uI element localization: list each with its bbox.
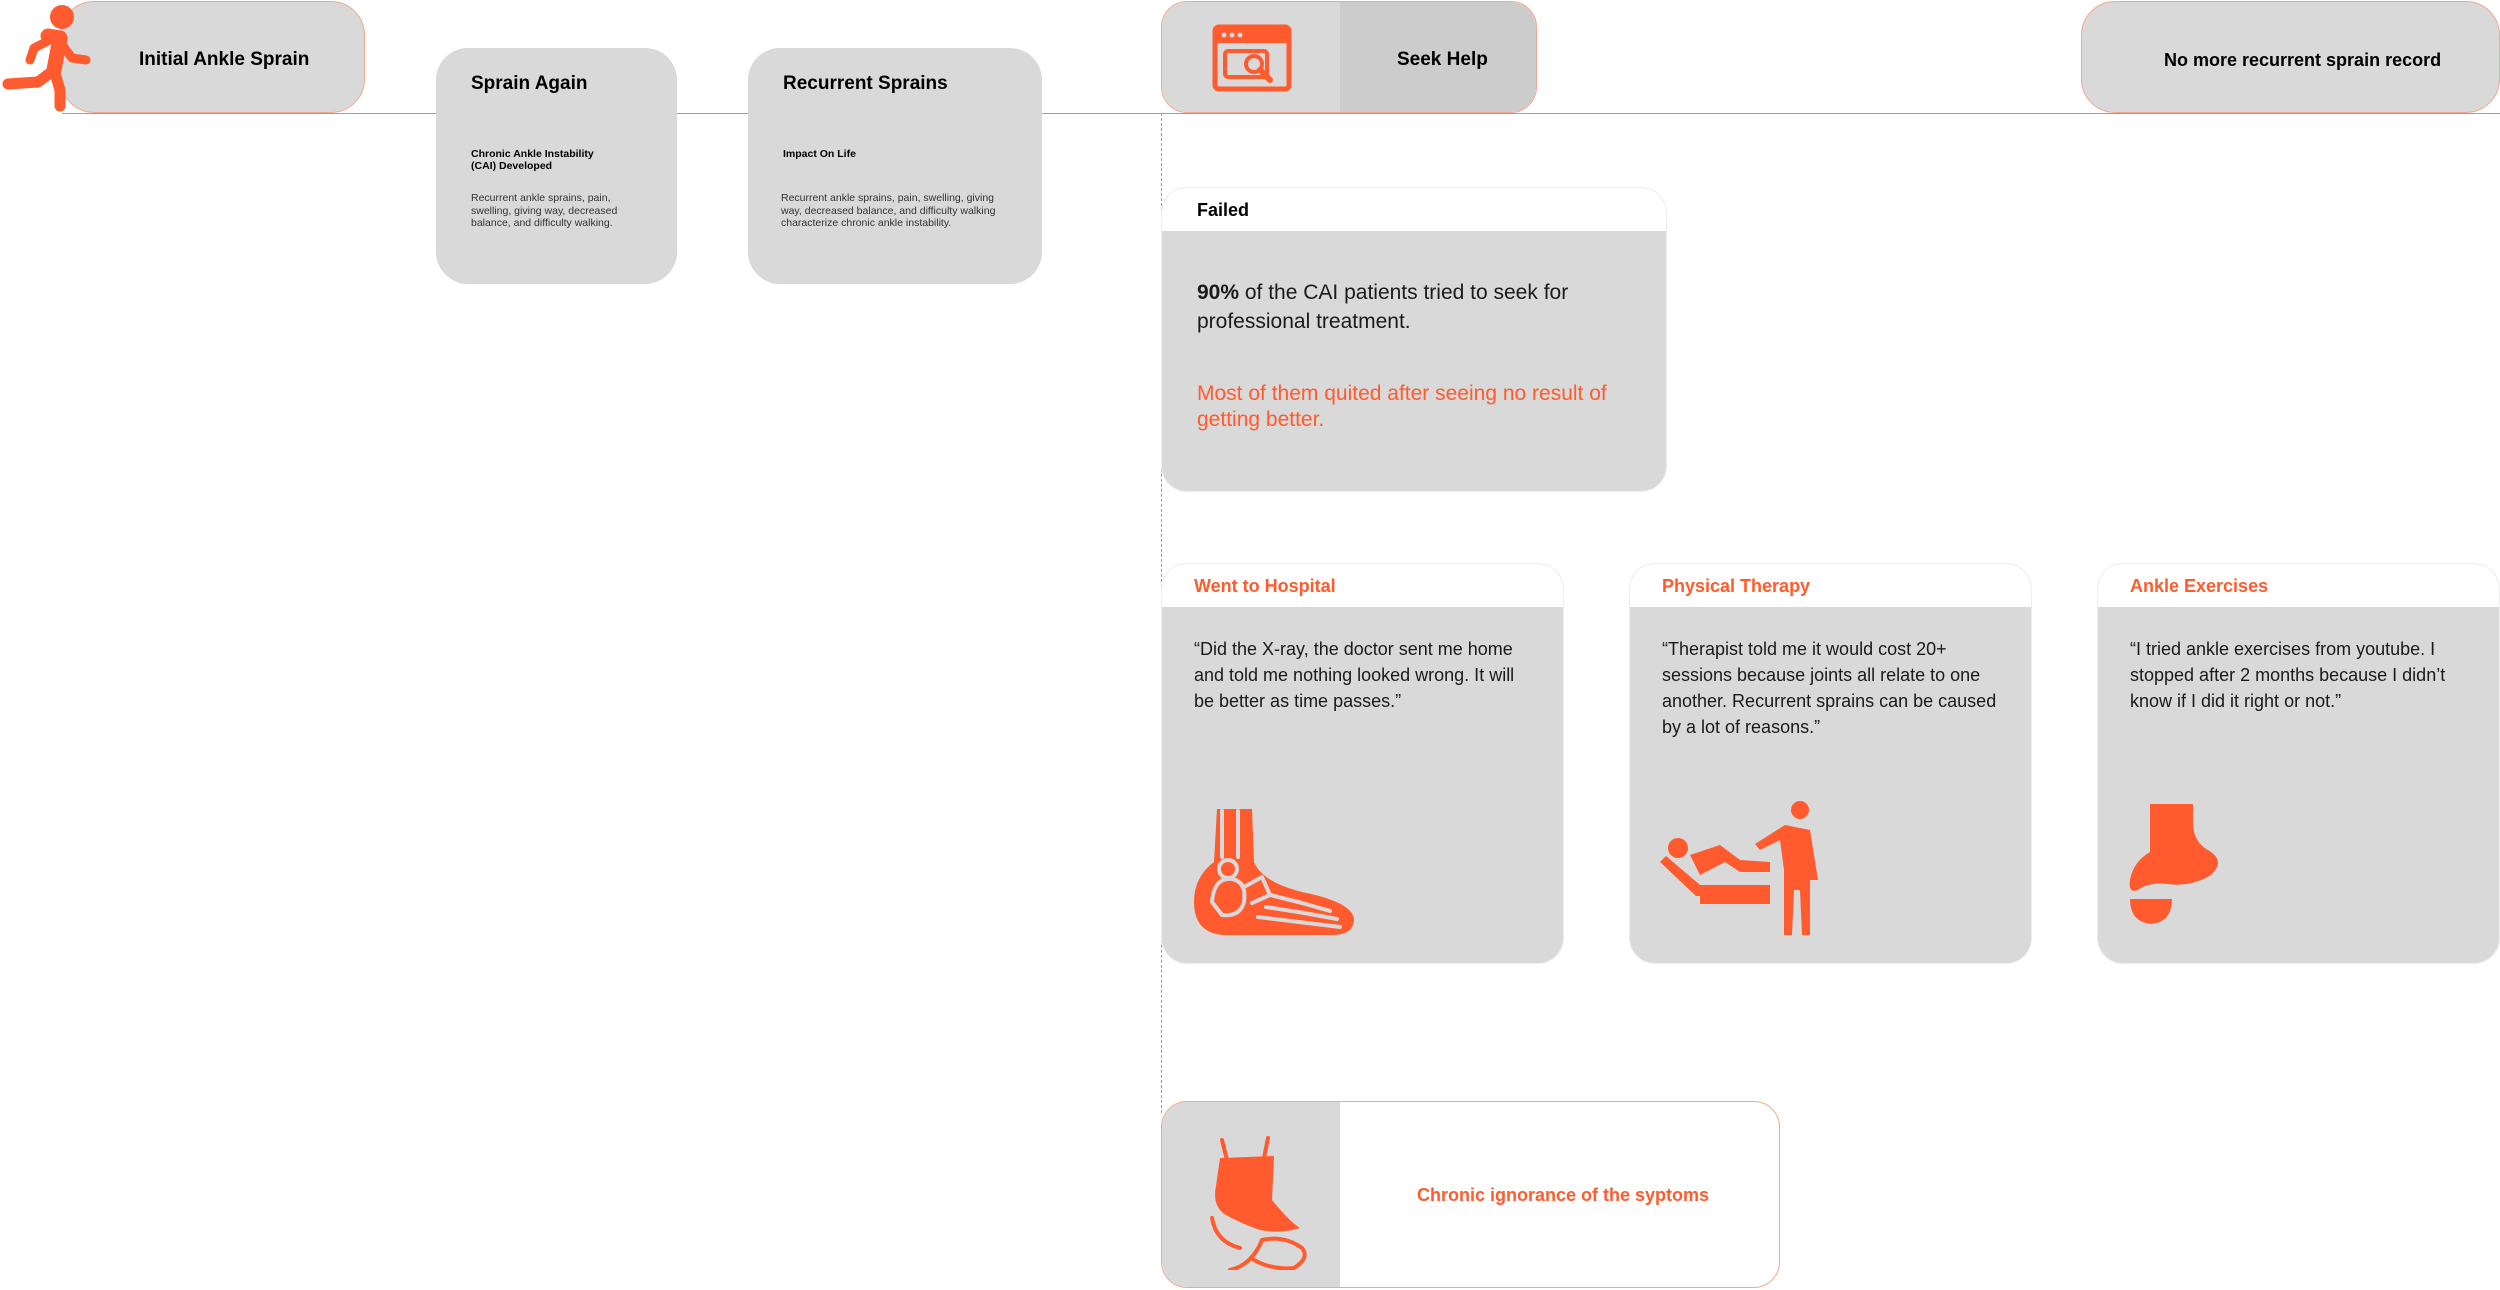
stage-description: Recurrent ankle sprains, pain, swelling, giving way, decreased balance, and difficulty walking characterize chronic ankle instability. — [781, 192, 996, 229]
treatment-card-hospital — [1161, 563, 1564, 964]
treatment-card-ankle-exercises — [2097, 563, 2500, 964]
failed-stat-description: of the CAI patients tried to seek for professional treatment. — [1197, 281, 1569, 333]
seek-help-label-panel — [1340, 2, 1537, 113]
treatment-header — [2098, 564, 2499, 607]
treatment-title: Went to Hospital — [1194, 576, 1336, 596]
failed-stat-text — [1197, 278, 1617, 336]
failed-stat-value: 90% — [1197, 281, 1240, 304]
conclusion-box — [1161, 1101, 1780, 1288]
foot-exercise-icon — [2128, 802, 2228, 937]
initial-sprain-label: Initial Ankle Sprain — [139, 49, 310, 70]
initial-sprain-box — [60, 1, 365, 113]
failed-panel — [1161, 187, 1667, 492]
treatment-quote: “I tried ankle exercises from youtube. I stopped after 2 months because I didn’t know if I did it right or not.” — [2130, 639, 2446, 711]
seek-help-box — [1161, 1, 1537, 113]
stage-description: Recurrent ankle sprains, pain, swelling, giving way, decreased balance, and difficulty walking. — [471, 192, 618, 229]
failed-header — [1162, 188, 1666, 231]
no-more-recurrent-box — [2081, 1, 2500, 113]
stage-title: Recurrent Sprains — [783, 73, 948, 94]
timeline-line — [62, 113, 2500, 114]
failed-note: Most of them quited after seeing no result of getting better. — [1197, 382, 1607, 431]
stage-card-sprain-again — [436, 48, 677, 284]
treatment-quote: “Did the X-ray, the doctor sent me home and told me nothing looked wrong. It will be better as time passes.” — [1194, 639, 1515, 711]
treatment-card-physical-therapy — [1629, 563, 2032, 964]
stage-subtitle: Chronic Ankle Instability (CAI) Developed — [471, 148, 594, 172]
ankle-brace-icon — [1202, 1130, 1312, 1270]
treatment-title: Ankle Exercises — [2130, 576, 2269, 596]
stage-subtitle: Impact On Life — [783, 148, 856, 160]
no-more-recurrent-label: No more recurrent sprain record — [2164, 50, 2442, 70]
therapist-icon — [1660, 800, 1820, 940]
treatment-title: Physical Therapy — [1662, 576, 1811, 596]
treatment-quote: “Therapist told me it would cost 20+ sessions because joints all relate to one another. Recurrent sprains can be caused by a lot of reasons.” — [1662, 639, 1997, 737]
running-person-icon — [0, 2, 95, 114]
browser-search-icon — [1212, 24, 1292, 92]
conclusion-text: Chronic ignorance of the syptoms — [1417, 1185, 1710, 1205]
stage-card-recurrent-sprains — [748, 48, 1042, 284]
treatment-header — [1630, 564, 2031, 607]
treatment-header — [1162, 564, 1563, 607]
foot-bones-icon — [1192, 807, 1357, 937]
seek-help-label: Seek Help — [1397, 49, 1488, 70]
failed-heading: Failed — [1197, 200, 1250, 220]
stage-title: Sprain Again — [471, 73, 588, 94]
